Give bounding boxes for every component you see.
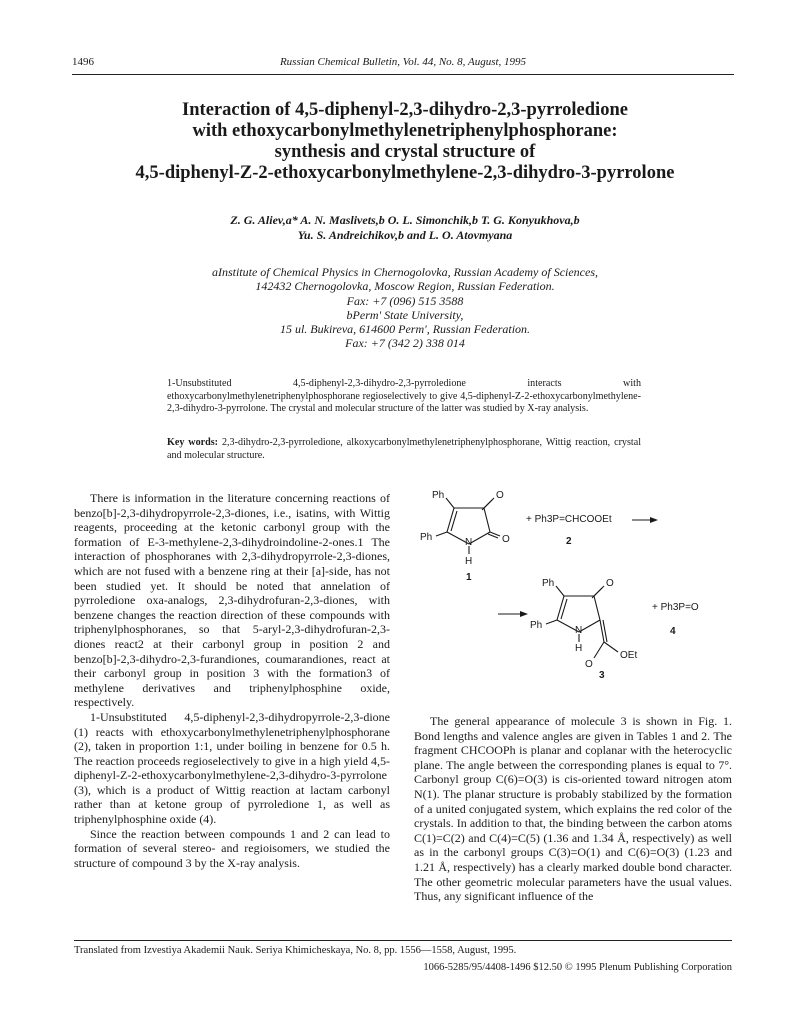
affiliation-line: 15 ul. Bukireva, 614600 Perm', Russian Federation. [279, 322, 531, 337]
author-list [100, 213, 710, 243]
affiliation-line: aInstitute of Chemical Physics in Chernogolovka, Russian Academy of Sciences, [211, 265, 599, 279]
paragraph: Since the reaction between compounds 1 and 2 can lead to formation of several stereo- and regioisomers, we studied the structure of compound 3 by the X-ray analysis. [74, 826, 390, 870]
title-line: Interaction of 4,5-diphenyl-2,3-dihydro-2,3-pyrroledione [182, 100, 628, 120]
journal-citation: Russian Chemical Bulletin, Vol. 44, No. 8, August, 1995 [279, 56, 527, 68]
title-line: synthesis and crystal structure of [274, 142, 536, 162]
abstract: 1-Unsubstituted 4,5-diphenyl-2,3-dihydro-2,3-pyrroledione interacts with ethoxycarbonylmethylenetriphenylphosphorane regioselectively to give 4,5-diphenyl-Z-2-ethoxycarbonylmethylene-2,3-dihydro-3-pyrrolone. The crystal and molecular structure of the latter was studied by X-ray analysis. [167, 378, 641, 414]
article-title [60, 100, 750, 184]
compound-number-1: 1 [466, 572, 472, 583]
paragraph: There is information in the literature concerning reactions of benzo[b]-2,3-dihydropyrrole-2,3-diones, i.e., isatins, with Wittig reagents, proceeding at the ketonic carbonyl group with the formation of E-3-methylene-2,3-dihydroindoline-2-ones.1 The interaction of phosphoranes with 2,3-dihydropyrrole-2,3-diones, which are not fused with a benzene ring at their [a]-side, has not been studied yet. It should be noted that annelation of pyrroledione oxa-analogs, 2,3-dihydrofuran-2,3-diones, with benzene changes the reaction direction of these compounds with triphenylphosphoranes, so that 5-aryl-2,3-dihydrofuran-2,3-diones react2 at their carbonyl group in position 2 and benzo[b]-2,3-dihydro-2,3-furandiones, coumarandiones, react at their carbonyl group in position 3 with the formation3 of methylene derivatives and triphenylphosphine oxide, respectively. [74, 491, 390, 710]
footer-rule [74, 940, 732, 941]
reagent-label: + Ph3P=CHCOOEt [526, 514, 612, 525]
nitrogen-label: N [465, 537, 473, 548]
oxygen-label: O [502, 534, 510, 545]
ethoxy-label: OEt [620, 650, 638, 661]
reaction-scheme [414, 486, 732, 696]
ph-label: Ph [530, 620, 543, 631]
hydrogen-label: H [575, 643, 583, 654]
hydrogen-label: H [465, 556, 473, 567]
oxygen-label: O [496, 490, 504, 501]
affiliation-line: bPerm' State University, [346, 307, 464, 322]
ph-label: Ph [432, 490, 445, 501]
running-header [72, 54, 734, 75]
nitrogen-label: N [575, 625, 583, 636]
affiliation-line: Fax: +7 (342 2) 338 014 [345, 336, 465, 351]
compound-number-4: 4 [670, 626, 676, 637]
copyright-line: 1066-5285/95/4408-1496 $12.50 © 1995 Plenum Publishing Corporation [423, 962, 732, 973]
title-line: with ethoxycarbonylmethylenetriphenylphosphorane: [192, 121, 618, 141]
title-line: 4,5-diphenyl-Z-2-ethoxycarbonylmethylene-2,3-dihydro-3-pyrrolone [135, 163, 675, 183]
oxygen-label: O [585, 659, 593, 670]
byproduct-label: + Ph3P=O [652, 602, 699, 613]
ph-label: Ph [542, 578, 555, 589]
affiliations [120, 265, 690, 351]
keywords-label: Key words: [167, 437, 219, 448]
paragraph: 1-Unsubstituted 4,5-diphenyl-2,3-dihydropyrrole-2,3-dione (1) reacts with ethoxycarbonylmethylenetriphenylphosphorane (2), taken in proportion 1:1, under boiling in benzene for 0.5 h. The reaction proceeds regioselectively to give in a high yield 4,5-diphenyl-Z-2-ethoxycarbonylmethylene-2,3-dihydro-3-pyrrolone (3), which is a product of Wittig reaction at lactam carbonyl rather than at ketone group of pyrroledione 1, as well as triphenylphosphine oxide (4). [74, 709, 390, 827]
page-number: 1496 [72, 56, 94, 68]
ph-label: Ph [420, 532, 433, 543]
affiliation-line: 142432 Chernogolovka, Moscow Region, Russian Federation. [255, 279, 555, 294]
author-line: Yu. S. Andreichikov,b and L. O. Atovmyana [297, 228, 513, 242]
oxygen-label: O [606, 578, 614, 589]
translation-note: Translated from Izvestiya Akademii Nauk. Seriya Khimicheskaya, No. 8, pp. 1556—1558, August, 1995. [74, 945, 517, 956]
affiliation-line: Fax: +7 (096) 515 3588 [346, 293, 464, 308]
paragraph: The general appearance of molecule 3 is shown in Fig. 1. Bond lengths and valence angles are given in Tables 1 and 2. The fragment CHCOOPh is planar and coplanar with the heterocyclic plane. The angle between the corresponding planes is equal to 7°. Carbonyl group C(6)=O(3) is cis-oriented toward nitrogen atom N(1). The planar structure is probably stabilized by the formation of a united conjugated system, which explains the red color of the crystals. In addition to that, the binding between the carbon atoms C(1)=C(2) and C(4)=C(5) (1.36 and 1.34 Å, respectively) as well as in the carbonyl groups C(3)=O(1) and C(6)=O(3) (1.23 and 1.21 Å, respectively) has a clearly marked double bond character. The other geometric molecular parameters have the usual values. Thus, any significant influence of the [414, 714, 732, 904]
left-column [74, 491, 390, 870]
author-line: Z. G. Aliev,a* A. N. Maslivets,b O. L. Simonchik,b T. G. Konyukhova,b [230, 213, 580, 227]
keywords-text: 2,3-dihydro-2,3-pyrroledione, alkoxycarbonylmethylenetriphenylphosphorane, Wittig reaction, crystal and molecular structure. [167, 437, 641, 461]
right-column [414, 714, 732, 904]
compound-number-3: 3 [599, 670, 605, 681]
keywords [167, 437, 641, 462]
compound-number-2: 2 [566, 536, 572, 547]
